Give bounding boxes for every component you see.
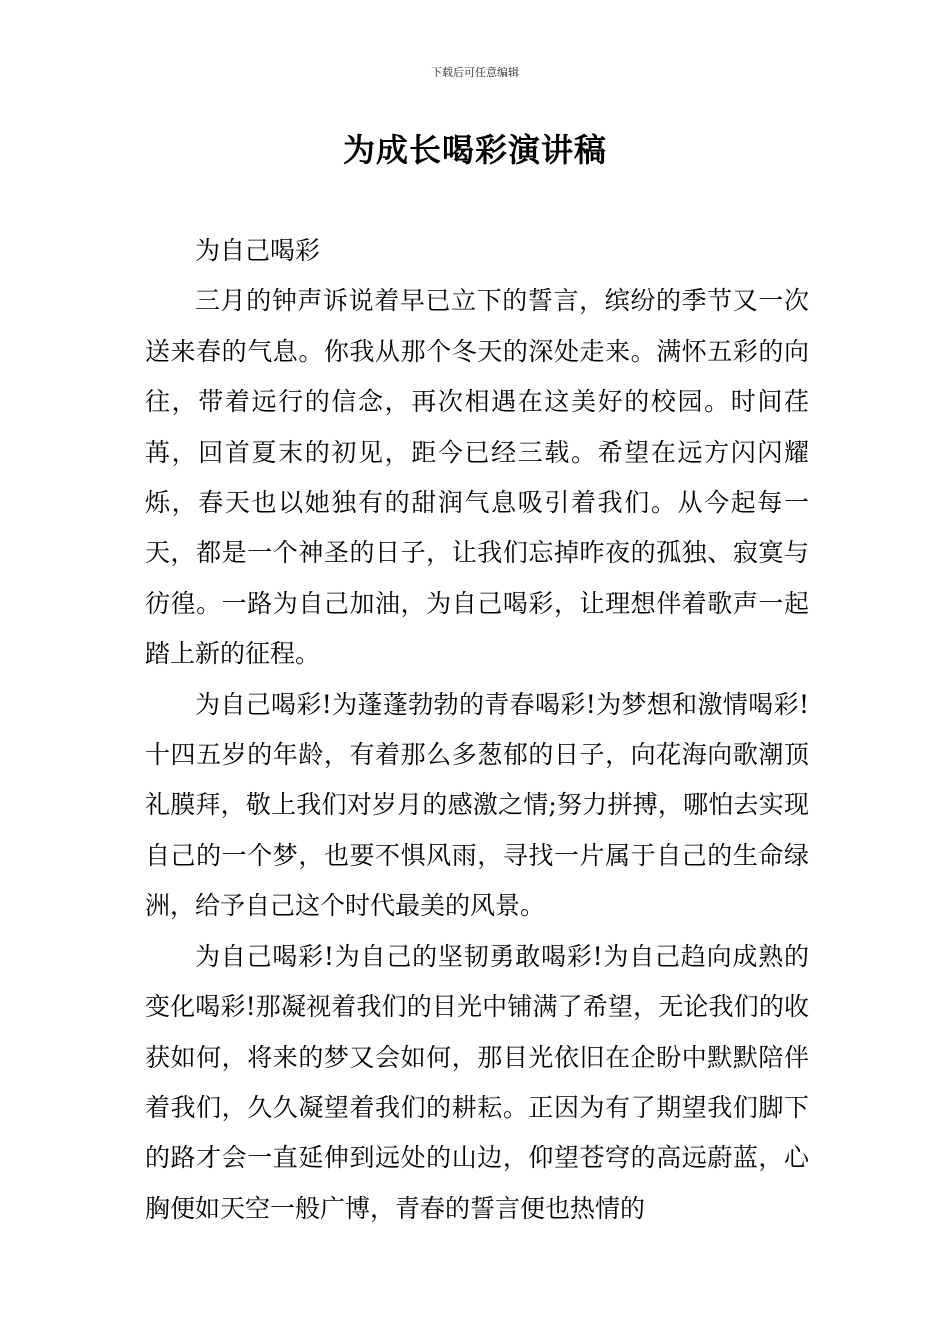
page-header-note: 下载后可任意编辑 (431, 66, 519, 79)
body-paragraph: 为自己喝彩!为自己的坚韧勇敢喝彩!为自己趋向成熟的变化喝彩!那凝视着我们的目光中铺满了希望，无论我们的收获如何，将来的梦又会如何，那目光依旧在企盼中默默陪伴着我们，久久凝望着我们的耕耘。正因为有了期望我们脚下的路才会一直延伸到远处的山边，仰望苍穹的高远蔚蓝，心胸便如天空一般广博，青春的誓言便也热情的 (145, 941, 809, 1223)
section-heading: 为自己喝彩 (195, 236, 321, 265)
body-paragraph: 为自己喝彩!为蓬蓬勃勃的青春喝彩!为梦想和激情喝彩!十四五岁的年龄，有着那么多葱郁的日子，向花海向歌潮顶礼膜拜，敬上我们对岁月的感激之情;努力拼搏，哪怕去实现自己的一个梦，也要不惧风雨，寻找一片属于自己的生命绿洲，给予自己这个时代最美的风景。 (145, 689, 809, 921)
document-title: 为成长喝彩演讲稿 (342, 131, 607, 169)
document-body (145, 226, 809, 1234)
body-paragraph: 三月的钟声诉说着早已立下的誓言，缤纷的季节又一次送来春的气息。你我从那个冬天的深处走来。满怀五彩的向往，带着远行的信念，再次相遇在这美好的校园。时间荏苒，回首夏末的初见，距今已经三载。希望在远方闪闪耀烁，春天也以她独有的甜润气息吸引着我们。从今起每一天，都是一个神圣的日子，让我们忘掉昨夜的孤独、寂寞与彷徨。一路为自己加油，为自己喝彩，让理想伴着歌声一起踏上新的征程。 (145, 286, 809, 669)
